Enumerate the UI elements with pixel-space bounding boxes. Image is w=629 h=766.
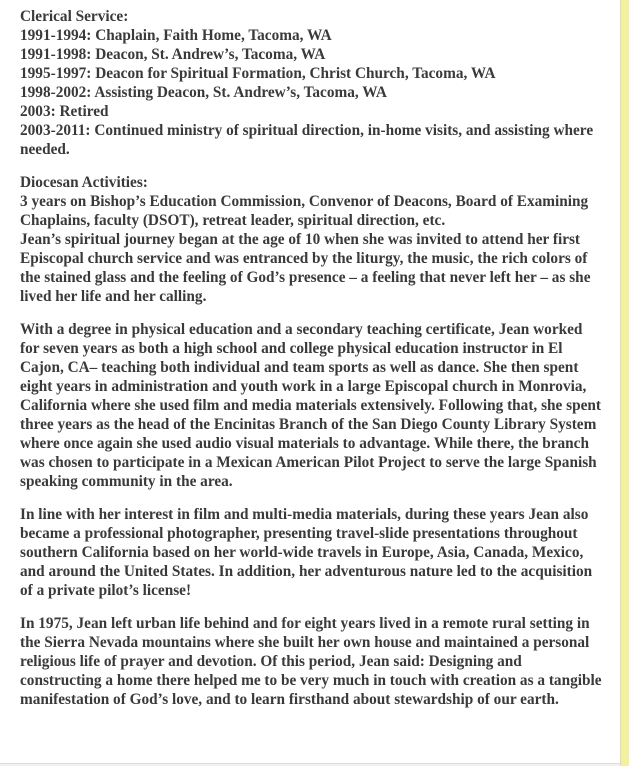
rural-life-paragraph: In 1975, Jean left urban life behind and for eight years lived in a remote rural setting in the Sierra Nevada mountains where she built her own house and maintained a personal religious life of prayer and devotion. Of this period, Jean said: Designing and constructing a home there helped me to be very much in touch with creation as a tangible manifestation of God’s love, and to learn firsthand about stewardship of our earth.: [20, 615, 602, 708]
clerical-service-section: [20, 7, 602, 159]
right-sidebar-strip: [620, 0, 629, 766]
diocesan-activities-text: 3 years on Bishop’s Education Commission, Convenor of Deacons, Board of Examining Chaplains, faculty (DSOT), retreat leader, spiritual direction, etc.: [20, 193, 589, 229]
photography-paragraph: In line with her interest in film and multi-media materials, during these years Jean also became a professional photographer, presenting travel-slide presentations throughout southern California based on her world-wide travels in Europe, Asia, Canada, Mexico, and around the United States. In addition, her adventurous nature led to the acquisition of a private pilot’s license!: [20, 506, 593, 599]
clerical-item: 1991-1994: Chaplain, Faith Home, Tacoma, WA: [20, 27, 332, 44]
clerical-item: 2003: Retired: [20, 103, 109, 120]
career-paragraph: With a degree in physical education and a secondary teaching certificate, Jean worked for seven years as both a high school and college physical education instructor in El Cajon, CA– teaching both individual and team sports as well as dance. She then spent eight years in administration and youth work in a large Episcopal church in Monrovia, California where she used film and media materials extensively. Following that, she spent three years as the head of the Encinitas Branch of the San Diego County Library System where once again she used audio visual materials to advantage. While there, the branch was chosen to participate in a Mexican American Pilot Project to serve the large Spanish speaking community in the area.: [20, 321, 601, 490]
section-spacer: [20, 159, 602, 173]
clerical-service-heading: Clerical Service:: [20, 8, 129, 25]
diocesan-activities-section: [20, 173, 602, 306]
clerical-item: 2003-2011: Continued ministry of spiritual direction, in-home visits, and assisting where needed.: [20, 122, 594, 158]
diocesan-activities-heading: Diocesan Activities:: [20, 174, 148, 191]
clerical-item: 1991-1998: Deacon, St. Andrew’s, Tacoma, WA: [20, 46, 326, 63]
clerical-item: 1995-1997: Deacon for Spiritual Formation, Christ Church, Tacoma, WA: [20, 65, 496, 82]
spiritual-journey-text: Jean’s spiritual journey began at the age of 10 when she was invited to attend her first Episcopal church service and was entranced by the liturgy, the music, the rich colors of the stained glass and the feeling of God’s presence – a feeling that never left her – as she lived her life and her calling.: [20, 231, 591, 305]
section-spacer: [20, 306, 602, 320]
clerical-item: 1998-2002: Assisting Deacon, St. Andrew’s, Tacoma, WA: [20, 84, 387, 101]
